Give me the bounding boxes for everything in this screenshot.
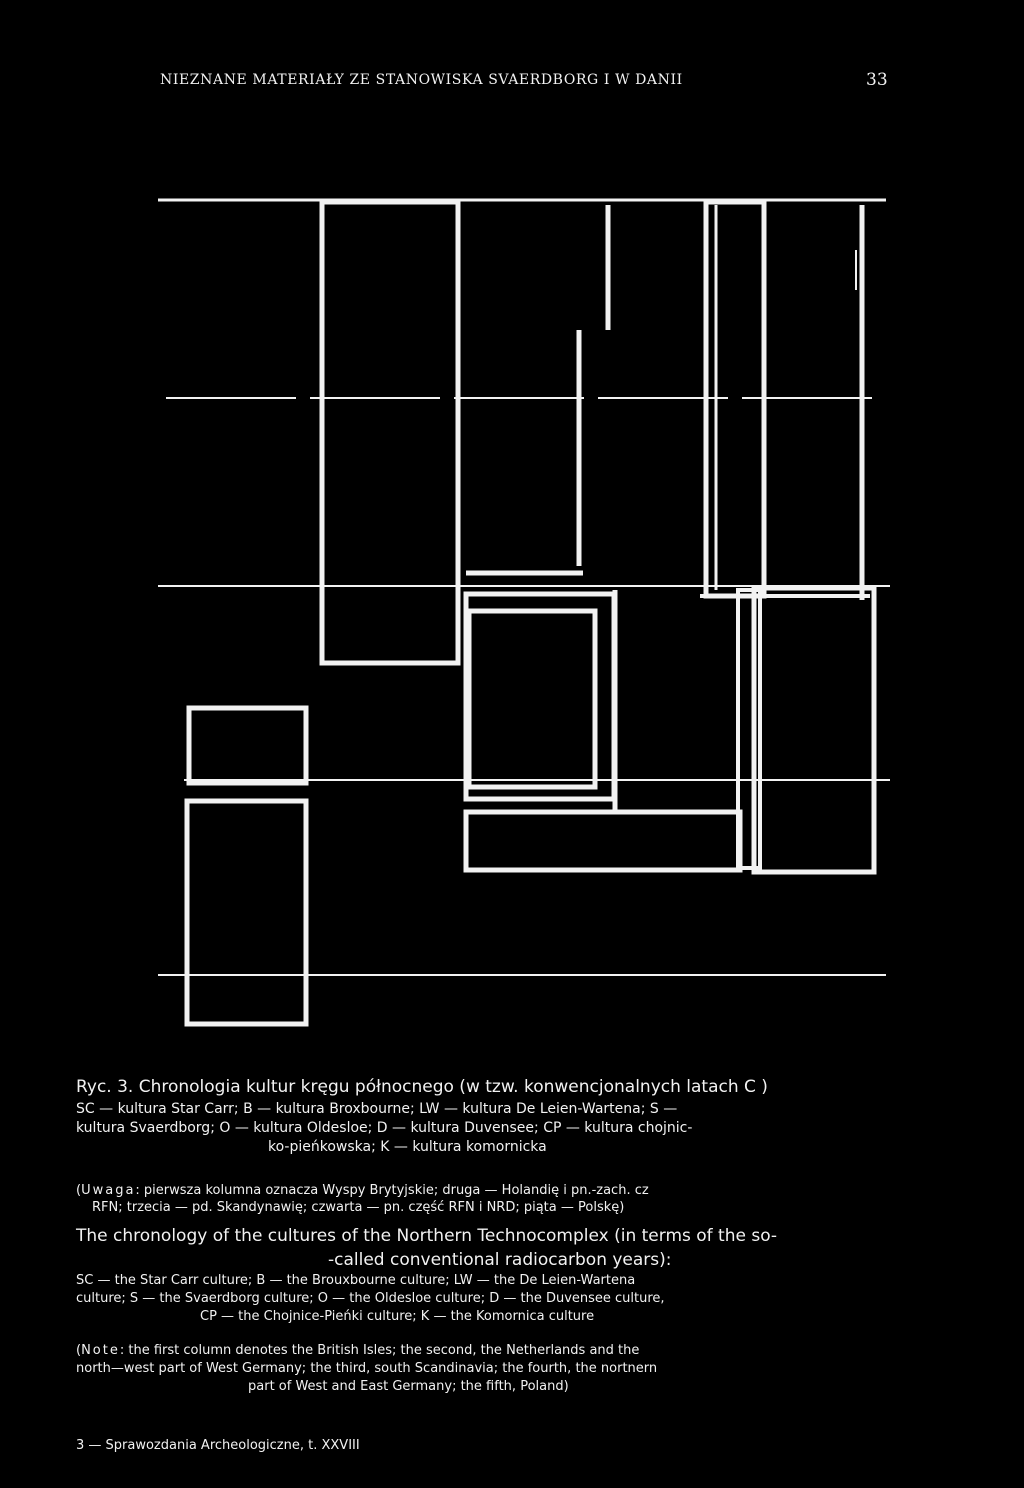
caption-en-legend-line: SC — the Star Carr culture; B — the Brouxbourne culture; LW — the De Leien-Wartena — [76, 1273, 636, 1288]
note-text: : the first column denotes the British Isles; the second, the Netherlands and the — [119, 1343, 640, 1358]
caption-pl-legend-line: ko-pieńkowska; K — kultura komornicka — [268, 1139, 547, 1155]
culture-bar-o-col2 — [469, 611, 595, 787]
culture-bar-k-col1 — [187, 801, 306, 1024]
caption-pl-legend-line: SC — kultura Star Carr; B — kultura Broxbourne; LW — kultura De Leien-Wartena; S — — [76, 1101, 678, 1117]
culture-bar-sc — [322, 202, 458, 663]
caption-en-note-line: part of West and East Germany; the fifth, Poland) — [248, 1379, 569, 1394]
note-label: Note — [81, 1343, 120, 1358]
page-footer: 3 — Sprawozdania Archeologiczne, t. XXVIII — [76, 1438, 360, 1453]
caption-pl-note-line: RFN; trzecia — pd. Skandynawię; czwarta — pn. część RFN i NRD; piąta — Polskę) — [92, 1200, 625, 1215]
caption-pl-title: Ryc. 3. Chronologia kultur kręgu północnego (w tzw. konwencjonalnych latach C ) — [76, 1077, 768, 1097]
running-head: NIEZNANE MATERIAŁY ZE STANOWISKA SVAERDBORG I W DANII — [160, 72, 683, 88]
caption-en-legend-line: CP — the Chojnice-Pieńki culture; K — the Komornica culture — [200, 1309, 595, 1324]
caption-en-title — [76, 1224, 896, 1272]
caption-en-title-line: -called conventional radiocarbon years): — [328, 1250, 672, 1270]
caption-en-note-line: north—west part of West Germany; the third, south Scandinavia; the fourth, the nortnern — [76, 1361, 658, 1376]
culture-bar-b — [189, 708, 306, 783]
page-number: 33 — [866, 70, 888, 90]
culture-bar-o-col3 — [466, 594, 614, 799]
caption-en-legend-line: culture; S — the Svaerdborg culture; O — the Oldesloe culture; D — the Duvensee culture, — [76, 1291, 665, 1306]
caption-pl-legend — [76, 1100, 896, 1157]
caption-en-note — [76, 1342, 896, 1396]
caption-en-legend — [76, 1272, 896, 1326]
caption-pl-note-line: (Uwaga: pierwsza kolumna oznacza Wyspy Brytyjskie; druga — Holandię i pn.-zach. cz — [76, 1183, 649, 1198]
caption-pl-note — [76, 1182, 896, 1216]
note-text: : pierwsza kolumna oznacza Wyspy Brytyjskie; druga — Holandię i pn.-zach. cz — [135, 1183, 649, 1198]
caption-pl-legend-line: kultura Svaerdborg; O — kultura Oldesloe; D — kultura Duvensee; CP — kultura chojnic- — [76, 1120, 693, 1136]
culture-bar-k-col5 — [754, 588, 874, 872]
caption-en-title-line: The chronology of the cultures of the Northern Technocomplex (in terms of the so- — [76, 1226, 778, 1246]
culture-bar-d — [466, 812, 740, 870]
note-label: Uwaga — [81, 1183, 136, 1198]
caption-en-note-line: (Note: the first column denotes the British Isles; the second, the Netherlands and the — [76, 1343, 640, 1358]
